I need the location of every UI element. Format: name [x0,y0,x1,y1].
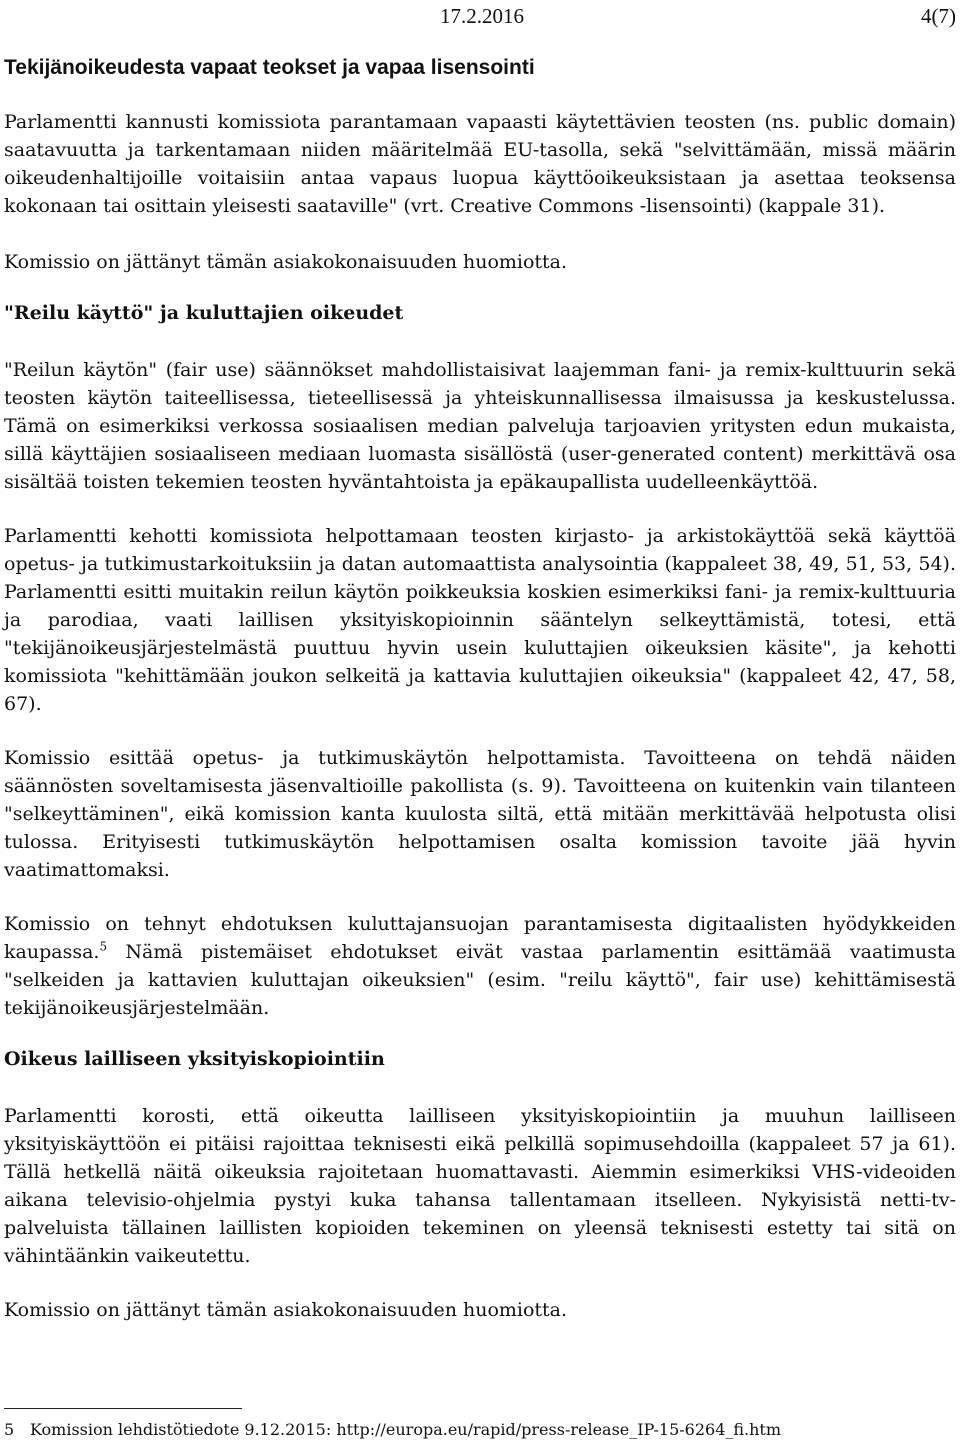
consumer-protection-text-a: Komissio on tehnyt ehdotuksen kuluttajansuojan parantamisesta digitaalisten hyödykkeiden kaupassa. [4,913,956,963]
page-number: 4(7) [921,4,956,28]
document-date: 17.2.2016 [440,4,524,28]
footnote-text[interactable]: Komission lehdistötiedote 9.12.2015: http://europa.eu/rapid/press-release_IP-15-6264_fi.htm [30,1420,782,1439]
paragraph-commission-ignored-2: Komissio on jättänyt tämän asiakokonaisuuden huomiotta. [4,1299,568,1321]
paragraph-commission-education: Komissio esittää opetus- ja tutkimuskäytön helpottamista. Tavoitteena on tehdä näiden säännösten soveltamisesta jäsenvaltioille pakollista (s. 9). Tavoitteena on kuitenkin vain tilanteen "selkeyttäminen", eikä komission kanta kuulosta siltä, että mitään merkittävää helpotusta olisi tulossa. Erityisesti tutkimuskäytön helpottamisen osalta komission tavoite jää hyvin vaatimattomaksi. [4,747,956,881]
paragraph-public-domain: Parlamentti kannusti komissiota parantamaan vapaasti käytettävien teosten (ns. public domain) saatavuutta ja tarkentamaan niiden määritelmää EU-tasolla, sekä "selvittämään, missä määrin oikeudenhaltijoille voitaisiin antaa vapaus luopua käyttöoikeuksistaan ja asettaa teoksensa kokonaan tai osittain yleisesti saataville" (vrt. Creative Commons -lisensointi) (kappale 31). [4,111,956,217]
footnote [4,1420,781,1439]
paragraph-fair-use: "Reilun käytön" (fair use) säännökset mahdollistaisivat laajemman fani- ja remix-kulttuurin sekä teosten käytön taiteellisessa, tieteellisessä ja yhteiskunnallisessa ilmaisussa ja keskustelussa. Tämä on esimerkiksi verkossa sosiaalisen median palveluja tarjoavien yritysten edun mukaista, sillä käyttäjien sosiaaliseen mediaan luomasta sisällöstä (user-generated content) merkittävä osa sisältää toisten tekemien teosten hyväntahtoista ja epäkaupallista uudelleenkäyttöä. [4,359,956,493]
section-heading-private-copying: Oikeus lailliseen yksityiskopiointiin [4,1048,385,1070]
footnote-number: 5 [4,1420,15,1439]
consumer-protection-text-b: Nämä pistemäiset ehdotukset eivät vastaa parlamentin esittämää vaatimusta "selkeiden ja kattavien kuluttajan oikeuksien" (esim. "reilu käyttö", fair use) kehittämisestä tekijänoikeusjärjestelmään. [4,941,956,1019]
paragraph-private-copying: Parlamentti korosti, että oikeutta lailliseen yksityiskopiointiin ja muuhun lailliseen yksityiskäyttöön ei pitäisi rajoittaa teknisesti eikä pelkillä sopimusehdoilla (kappaleet 57 ja 61). Tällä hetkellä näitä oikeuksia rajoitetaan huomattavasti. Aiemmin esimerkiksi VHS-videoiden aikana televisio-ohjelmia pystyi kuka tahansa tallentamaan itselleen. Nykyisistä netti-tv-palveluista tällainen laillisten kopioiden tekeminen on yleensä teknisesti estetty tai sitä on vähintäänkin vaikeutettu. [4,1105,956,1267]
section-title-free-works: Tekijänoikeudesta vapaat teokset ja vapaa lisensointi [4,56,535,79]
footnote-divider [4,1408,242,1409]
footnote-reference[interactable]: 5 [99,939,108,954]
section-heading-fair-use: "Reilu käyttö" ja kuluttajien oikeudet [4,302,404,324]
paragraph-consumer-protection [4,910,956,1022]
paragraph-commission-ignored-1: Komissio on jättänyt tämän asiakokonaisuuden huomiotta. [4,251,568,273]
paragraph-parliament-exceptions: Parlamentti kehotti komissiota helpottamaan teosten kirjasto- ja arkistokäyttöä sekä käyttöä opetus- ja tutkimustarkoituksiin ja datan automaattista analysointia (kappaleet 38, 49, 51, 53, 54). Parlamentti esitti muitakin reilun käytön poikkeuksia koskien esimerkiksi fani- ja remix-kulttuuria ja parodiaa, vaati laillisen yksityiskopioinnin sääntelyn selkeyttämistä, totesi, että "tekijänoikeusjärjestelmästä puuttuu hyvin usein kuluttajien oikeuksien käsite", ja kehotti komissiota "kehittämään joukon selkeitä ja kattavia kuluttajien oikeuksia" (kappaleet 42, 47, 58, 67). [4,525,956,715]
